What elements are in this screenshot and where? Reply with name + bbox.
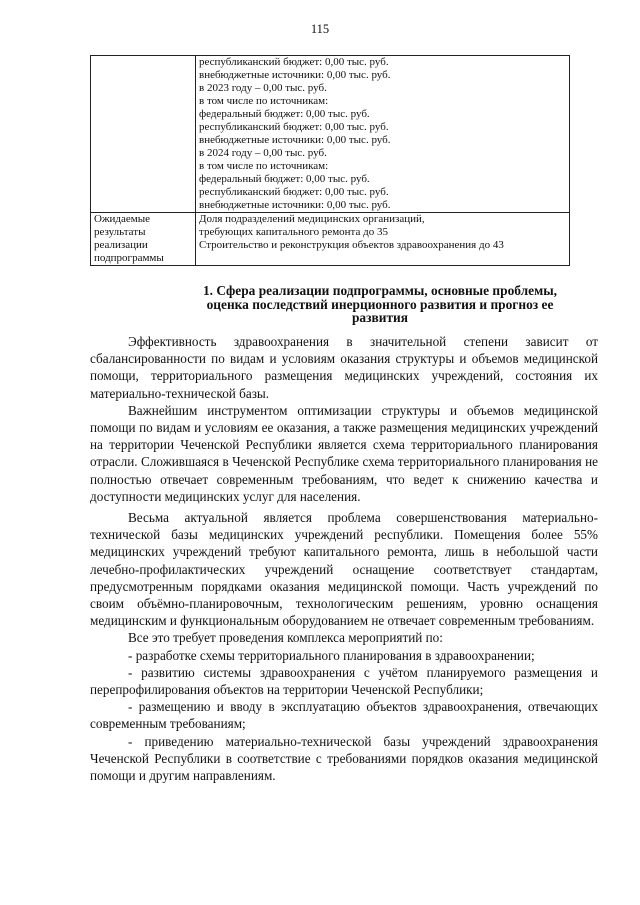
funding-line: федеральный бюджет: 0,00 тыс. руб. [199, 173, 370, 185]
list-item: - развитию системы здравоохранения с учётом планируемого размещения и перепрофилирования объектов на территории Чеченской Республики; [90, 664, 598, 698]
list-item: - приведению материально-технической базы учреждений здравоохранения Чеченской Республики в соответствие с требованиями порядков оказания медицинской помощи и другим направлениям. [90, 733, 598, 784]
funding-value-cell [196, 56, 570, 213]
funding-line: федеральный бюджет: 0,00 тыс. руб. [199, 108, 370, 120]
funding-line: республиканский бюджет: 0,00 тыс. руб. [199, 121, 389, 133]
subprogram-passport-table [90, 55, 570, 266]
section-heading-line: оценка последствий инерционного развития и прогноз ее [206, 296, 554, 312]
section-heading-line: 1. Сфера реализации подпрограммы, основные проблемы, [202, 283, 558, 298]
section-heading [160, 284, 600, 325]
list-item: - разработке схемы территориального планирования в здравоохранении; [128, 647, 535, 663]
expected-results-row [91, 213, 570, 266]
funding-line: внебюджетные источники: 0,00 тыс. руб. [199, 199, 391, 211]
paragraph: Важнейшим инструментом оптимизации структуры и объемов медицинской помощи по видам и условиям ее оказания, а также размещения медицинских учреждений на территории Чеченской Республики является схема территориального планирования отрасли. Сложившаяся в Чеченской Республике схема территориального планирования не полностью отвечает современным требованиям, что ведет к снижению качества и доступности медицинских услуг для населения. [90, 402, 598, 504]
paragraph: Все это требует проведения комплекса мероприятий по: [128, 630, 443, 646]
funding-line: в 2024 году – 0,00 тыс. руб. [199, 147, 327, 159]
funding-line: республиканский бюджет: 0,00 тыс. руб. [199, 56, 389, 68]
results-label-line: Ожидаемые [94, 213, 151, 225]
results-value-line: Доля подразделений медицинских организаций, требующих капитального ремонта до 35 [199, 213, 425, 238]
results-value-line: Строительство и реконструкция объектов здравоохранения до 43 [199, 239, 504, 251]
funding-line: в 2023 году – 0,00 тыс. руб. [199, 82, 327, 94]
funding-label-cell [91, 56, 196, 213]
results-label-line: подпрограммы [94, 252, 164, 264]
funding-line: внебюджетные источники: 0,00 тыс. руб. [199, 69, 391, 81]
list-item: - размещению и вводу в эксплуатацию объектов здравоохранения, отвечающих современным требованиям; [90, 699, 598, 732]
funding-line: в том числе по источникам: [199, 160, 329, 172]
results-label-line: результаты [94, 226, 146, 238]
section-body [90, 333, 598, 784]
funding-line: внебюджетные источники: 0,00 тыс. руб. [199, 134, 391, 146]
page-number: 115 [310, 22, 330, 36]
paragraph: Весьма актуальной является проблема совершенствования материально-технической базы медицинских учреждений республики. Помещения более 55% медицинских учреждений требуют капитального ремонта, лишь в небольшой части лечебно-профилактических учреждений оснащение соответствует стандартам, предусмотренным порядками оказания медицинской помощи. Часть учреждений по своим объёмно-планировочным, технологическим решениям, уровню оснащения медицинским и функциональным оборудованием не отвечает современным требованиям. [90, 510, 598, 629]
expected-results-label [91, 213, 196, 266]
funding-line: республиканский бюджет: 0,00 тыс. руб. [199, 186, 389, 198]
results-label-line: реализации [94, 239, 148, 251]
expected-results-value [196, 213, 570, 266]
funding-line: в том числе по источникам: [199, 95, 329, 107]
paragraph: Эффективность здравоохранения в значительной степени зависит от сбалансированности по видам и условиям оказания структуры и объемов медицинской помощи, территориального размещения медицинских учреждений, состояния их материально-технической базы. [90, 334, 598, 401]
funding-row [91, 56, 570, 213]
section-heading-line: развития [351, 310, 408, 325]
